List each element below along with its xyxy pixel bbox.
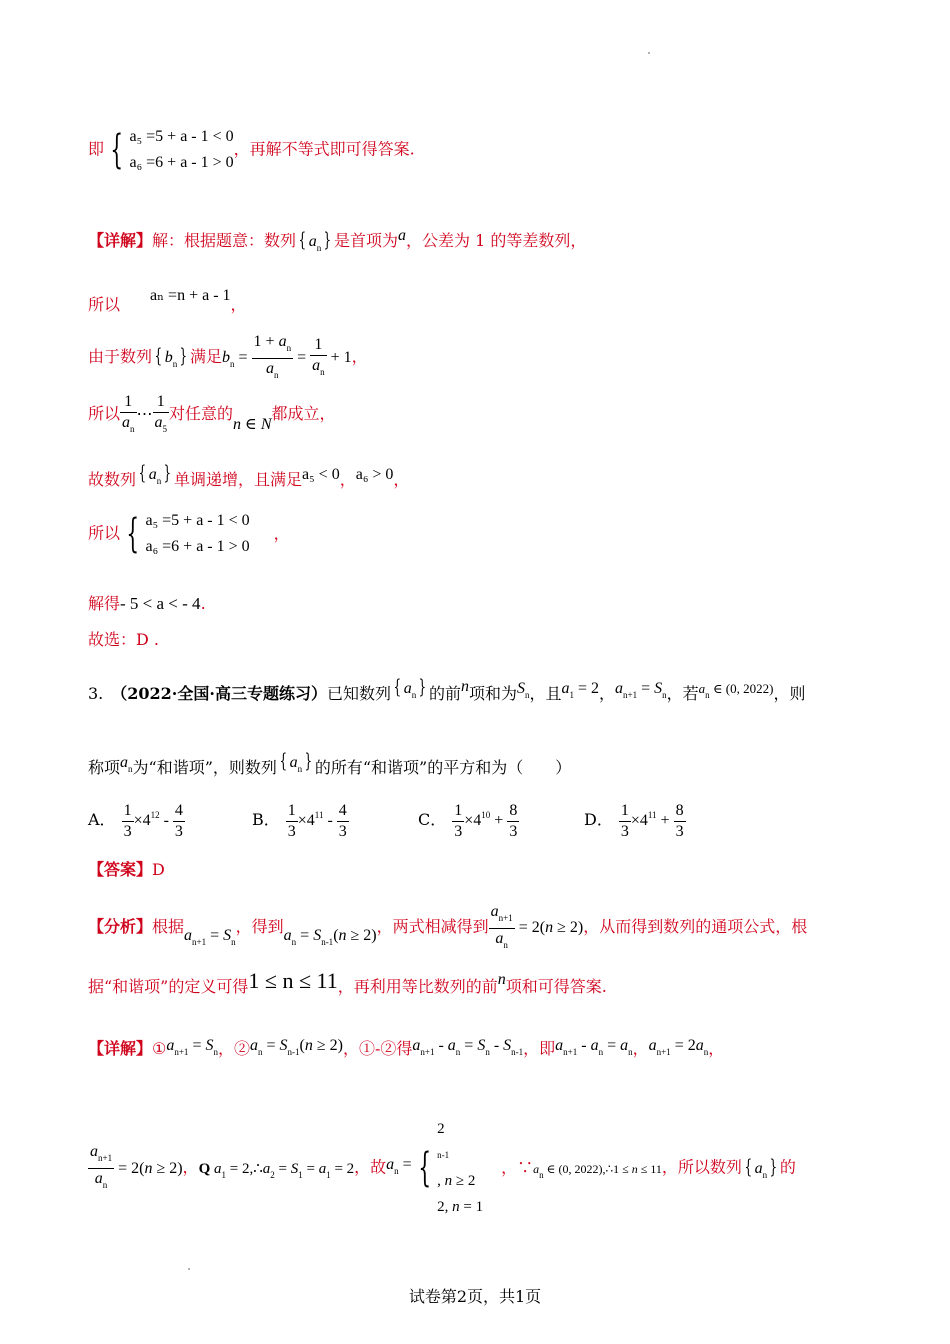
formula-a6: a₆ > 0 xyxy=(355,466,394,483)
comma: ， xyxy=(339,470,356,489)
question-3-line-2: 称项$a_n$为“和谐项”，则数列 { $a_n$ } 的所有“和谐项”的平方和为（ ） xyxy=(88,748,572,777)
question-number: 3. xyxy=(88,684,104,703)
analysis-line-1: 【分析】根据$a_{n+1} = S_n$，得到$a_n = S_{n-1}(n \ge 2)$，两式相减得到 $\frac{a_{n+1}}{a_n}$ = 2(n ≥ 2)，从而得到数列的通项公式，根 xyxy=(88,903,808,950)
formula-reciprocals: $\frac{1}{a_n}$ ⋯ $\frac{1}{a_5}$ xyxy=(122,393,168,434)
formula-an: aₙ =n + a - 1 xyxy=(150,287,231,304)
sequence-an: { $a_n$ } xyxy=(298,227,332,253)
question-text: ，且 xyxy=(529,684,562,703)
period: . xyxy=(200,594,206,613)
option-numerator: 8 xyxy=(674,801,686,822)
option-operator: - xyxy=(163,812,169,829)
option-numerator: 8 xyxy=(507,801,519,822)
option-c[interactable]: C． $\frac{1}{3}$ $\times 4^{10}$ + $\frac{8}{3}$ xyxy=(418,801,518,840)
analysis-text: 项和可得答案. xyxy=(505,977,607,996)
analysis-text: 根据 xyxy=(152,917,185,937)
detail-label: 【详解】 xyxy=(88,231,153,250)
system-row-1: a₅ =5 + a - 1 < 0 xyxy=(145,512,250,529)
line-ji xyxy=(88,124,415,176)
question-text: 项和为 xyxy=(468,684,517,703)
option-numerator: 4 xyxy=(337,801,349,822)
text-doucheng: 都成立， xyxy=(271,404,336,424)
option-label: B． xyxy=(252,810,280,829)
var-a: a xyxy=(398,227,407,244)
system-row-2: a₆ =6 + a - 1 > 0 xyxy=(129,154,234,171)
detail-line-1 xyxy=(88,226,586,258)
detail-text: 的 xyxy=(779,1157,796,1177)
line-suoyi-2 xyxy=(88,392,336,439)
sequence-an: { $a_n$ } xyxy=(744,1153,778,1180)
left-brace: { xyxy=(418,1145,431,1191)
sequence-an: { $a_n$ } xyxy=(393,674,427,700)
option-d[interactable]: D． $\frac{1}{3}$ $\times 4^{11}$ + $\frac{8}{3}$ xyxy=(584,801,684,840)
option-exponent: 10 xyxy=(481,810,491,820)
detail-text: ，② xyxy=(217,1039,250,1058)
detail-text: ，①-②得 xyxy=(342,1039,413,1058)
option-exponent: 12 xyxy=(150,810,160,820)
text-youyu: 由于数列 xyxy=(88,347,153,367)
comma: ， xyxy=(273,523,290,543)
detail-text: ，公差为 1 的等差数列， xyxy=(406,231,587,250)
option-operator: + xyxy=(660,812,670,829)
question-text: 已知数列 xyxy=(326,684,391,703)
comma: ， xyxy=(351,347,368,367)
line-ji-suffix: ，再解不等式即可得答案. xyxy=(233,139,415,159)
option-b[interactable]: B． $\frac{1}{3}$ $\times 4^{11}$ - $\frac{4}{3}$ xyxy=(252,801,347,840)
text-suoyi: 所以 xyxy=(88,523,121,543)
text-suoyi: 所以 xyxy=(88,404,121,424)
option-operator: - xyxy=(327,812,333,829)
answer-line xyxy=(88,860,165,880)
analysis-label: 【分析】 xyxy=(88,917,153,937)
question-text: 的前 xyxy=(428,684,461,703)
formula-solution: - 5 < a < - 4 xyxy=(120,594,201,613)
text-renyi: 对任意的 xyxy=(169,404,234,424)
var-n: n xyxy=(497,971,506,988)
system-row-1: a₅ =5 + a - 1 < 0 xyxy=(129,128,234,145)
var-n: n xyxy=(460,678,469,695)
analysis-text: ，再利用等比数列的前 xyxy=(337,977,498,996)
system-row-2: a₆ =6 + a - 1 > 0 xyxy=(145,538,250,555)
option-exponent: 11 xyxy=(314,810,324,820)
option-label: A． xyxy=(88,810,116,829)
page-footer: 试卷第2页，共1页 xyxy=(408,1287,542,1306)
sequence-an: { $a_n$ } xyxy=(279,748,313,774)
detail-label: 【详解】 xyxy=(88,1039,153,1058)
line-jiede xyxy=(88,594,206,614)
formula-bn: $b_n$ = $\frac{1 + a_n}{a_n}$ = $\frac{1}{a_n}$ + 1 xyxy=(222,333,352,380)
detail-text: ，所以数列 xyxy=(661,1157,742,1177)
text-suoyi: 所以 xyxy=(88,295,121,314)
line-ji-prefix: 即 xyxy=(88,139,105,159)
answer-label: 【答案】 xyxy=(88,860,153,879)
sequence-an: { $a_n$ } xyxy=(138,460,172,486)
analysis-line-2 xyxy=(88,970,607,997)
inequality-system xyxy=(129,124,233,176)
line-suoyi-3 xyxy=(88,508,290,560)
question-text: ，则 xyxy=(773,684,806,703)
detail-text: ， xyxy=(632,1039,649,1058)
option-operator: + xyxy=(494,812,504,829)
formula-a5: a₅ < 0 xyxy=(302,466,340,483)
question-text: 称项 xyxy=(88,758,121,777)
detail2-line-1: 【详解】$①a_{n+1} = S_n$，$②a_n = S_{n-1}(n \ge 2)$，①-②得$a_{n+1} - a_n = S_n - S_{n-1}$，即$a_{n+1} - a_n = a_n$，$a_{n+1} = 2a_n$， xyxy=(88,1037,725,1058)
option-label: C． xyxy=(418,810,447,829)
sequence-bn: { $b_n$ } xyxy=(154,343,188,370)
analysis-text: ，从而得到数列的通项公式，根 xyxy=(583,917,808,937)
question-3-line-1: 3. （2022·全国·高三专题练习）已知数列 { $a_n$ } 的前n项和为$S_n$，且$a_1 = 2$，$a_{n+1} = S_n$，若$^{a_n \in (0, 2022)}$，则 xyxy=(88,674,806,703)
question-text: ，若 xyxy=(666,684,699,703)
answer-value: D xyxy=(152,860,165,879)
scan-dot xyxy=(648,52,650,54)
comma: ， xyxy=(393,470,410,489)
line-gu xyxy=(88,462,409,491)
detail2-line-2: $\frac{a_{n+1}}{a_n}$ = 2(n ≥ 2)，Q $a_1$ = $2,\therefore a_2 = S_1 = a_1 = 2$，故$a_n$ = { 2 n-1 , n ≥ 2 2, n = 1 ，$\because a_n$ ∈ (0, 2022),∴1 ≤ n ≤ 11，所以数列 { $a_n$ } 的 xyxy=(90,1121,796,1215)
question-text: 为“和谐项”，则数列 xyxy=(132,758,277,777)
analysis-text: 据“和谐项”的定义可得 xyxy=(88,977,249,996)
option-numerator: 4 xyxy=(173,801,185,822)
text-gu: 故数列 xyxy=(88,470,137,489)
line-youyu xyxy=(88,332,368,385)
comma: ， xyxy=(230,295,247,314)
text-jiede: 解得 xyxy=(88,594,121,613)
text-dandiao: 单调递增，且满足 xyxy=(173,470,302,489)
analysis-text: ，两式相减得到 xyxy=(376,917,489,937)
text-guxuan: 故选：D . xyxy=(88,630,160,649)
question-text: 的所有“和谐项”的平方和为（ ） xyxy=(314,758,572,777)
detail-text: ，∵ xyxy=(501,1157,534,1177)
line-guxuan xyxy=(88,630,159,650)
detail-text: ，故 xyxy=(354,1157,387,1177)
formula-range: 1 ≤ n ≤ 11 xyxy=(248,968,338,993)
option-a[interactable]: A． $\frac{1}{3}$ $\times 4^{12}$ - $\frac{4}{3}$ xyxy=(88,801,183,840)
detail-text: ，即 xyxy=(523,1039,556,1058)
question-source: （2022·全国·高三专题练习） xyxy=(111,684,327,703)
option-label: D． xyxy=(584,810,613,829)
left-brace: { xyxy=(110,127,124,173)
detail-text: 解：根据题意：数列 xyxy=(152,231,297,250)
line-suoyi-1 xyxy=(88,286,247,315)
detail-text: ， xyxy=(708,1039,725,1058)
analysis-text: ，得到 xyxy=(235,917,284,937)
formula-n-in-N: n ∈ N xyxy=(233,416,272,434)
option-exponent: 11 xyxy=(647,810,657,820)
left-brace: { xyxy=(126,511,140,557)
inequality-system xyxy=(145,508,249,560)
scan-dot xyxy=(188,1268,190,1270)
detail-text: 是首项为 xyxy=(334,231,399,250)
detail-text: ① xyxy=(152,1039,167,1058)
text-manzu: 满足 xyxy=(189,347,222,367)
